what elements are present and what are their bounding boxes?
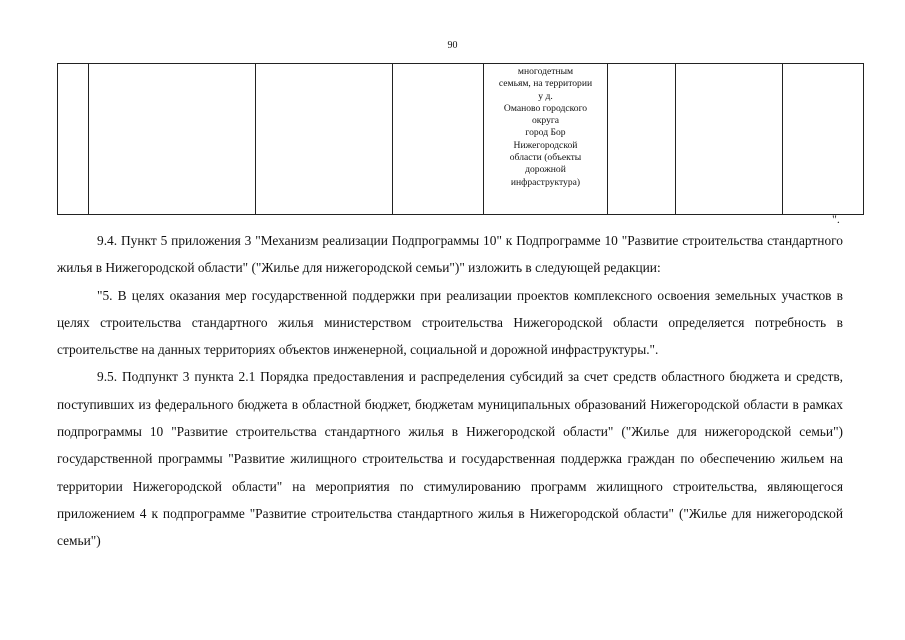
table-cell (608, 64, 676, 215)
body-text (57, 227, 843, 555)
page-number: 90 (447, 40, 458, 51)
table-cell (58, 64, 89, 215)
paragraph-9-5: 9.5. Подпункт 3 пункта 2.1 Порядка предоставления и распределения субсидий за счет средств областного бюджета и средств, поступивших из федерального бюджета в областной бюджет, бюджетам муниципальных образований Нижегородской области в рамках подпрограммы 10 "Развитие строительства стандартного жилья в Нижегородской области" ("Жилье для нижегородской семьи") государственной программы "Развитие жилищного строительства и государственная поддержка граждан по обеспечению жильем на территории Нижегородской области" на мероприятия по стимулированию программ жилищного строительства, являющегося приложением 4 к подпрограмме "Развитие строительства стандартного жилья в Нижегородской области" ("Жилье для нижегородской семьи") (57, 369, 843, 549)
table-cell (393, 64, 484, 215)
table-cell (256, 64, 393, 215)
paragraph-quote-5: "5. В целях оказания мер государственной поддержки при реализации проектов комплексного освоения земельных участков в целях строительства стандартного жилья министерством строительства Нижегородской области определяется потребность в строительстве на данных территориях объектов инженерной, социальной и дорожной инфраструктуры.". (57, 287, 843, 358)
table-cell-description (484, 64, 608, 215)
table-cell (783, 64, 864, 215)
table-cell (89, 64, 256, 215)
table-row (58, 64, 864, 215)
table-cell (676, 64, 783, 215)
cell-text: многодетным семьям, на территории у д. Оманово городского округа город Бор Нижегородской области (объекты дорожной инфраструктура) (498, 66, 593, 188)
paragraph-9-4: 9.4. Пункт 5 приложения 3 "Механизм реализации Подпрограммы 10" к Подпрограмме 10 "Развитие строительства стандартного жилья в Нижегородской области" ("Жилье для нижегородской семьи")" изложить в следующей редакции: (57, 233, 843, 276)
closing-quote: ". (832, 212, 840, 226)
continuation-table (57, 63, 864, 215)
